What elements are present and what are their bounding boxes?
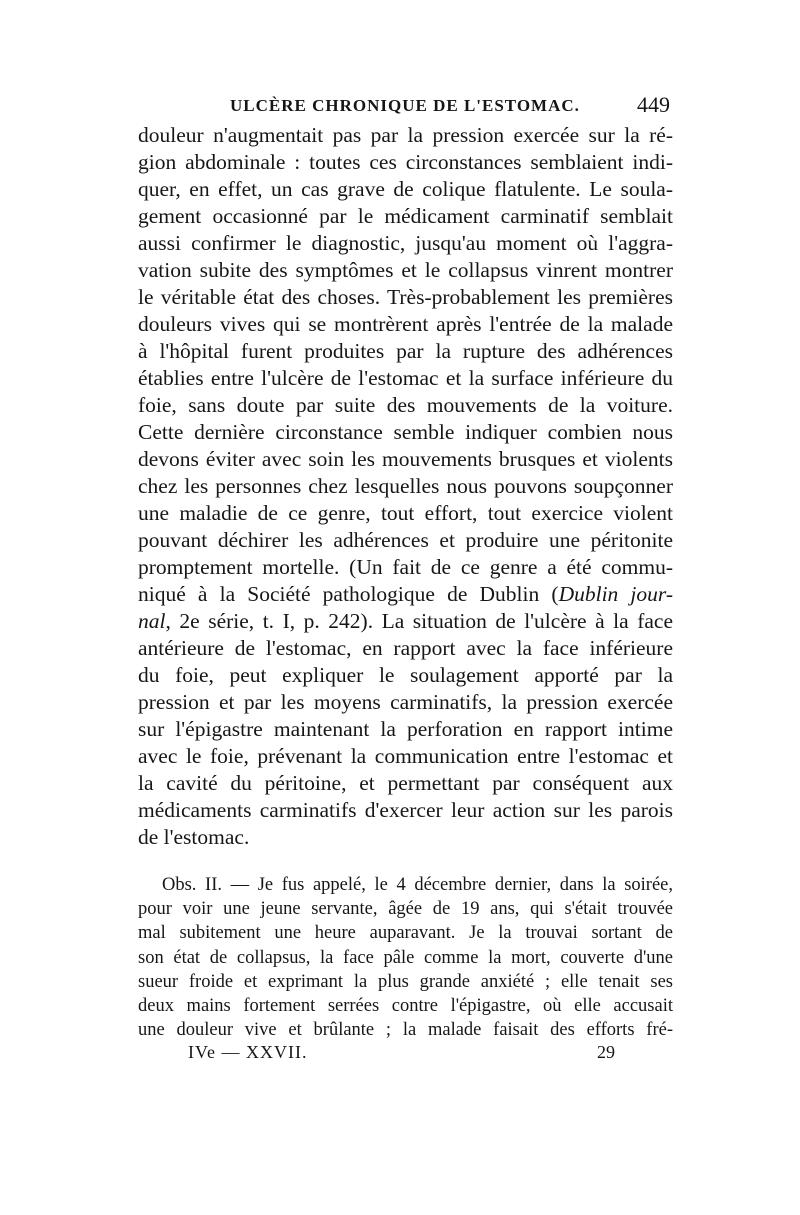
text-line: Cette dernière circonstance semble indiquer combien nous	[138, 420, 673, 444]
observation-line: deux mains fortement serrées contre l'épigastre, où elle accusait	[138, 995, 673, 1016]
observation-line: pour voir une jeune servante, âgée de 19 ans, qui s'était trouvée	[138, 899, 673, 920]
text-line-with-citation	[138, 581, 673, 608]
text-line: antérieure de l'estomac, en rapport avec la face inférieure	[138, 636, 673, 660]
text-line: la cavité du péritoine, et permettant par conséquent aux	[138, 771, 673, 795]
page-footer	[160, 1042, 615, 1068]
text-line: pouvant déchirer les adhérences et produire une péritonite	[138, 528, 673, 552]
text-line: chez les personnes chez lesquelles nous pouvons soupçonner	[138, 474, 673, 498]
observation-line: sueur froide et exprimant la plus grande anxiété ; elle tenait ses	[138, 971, 673, 992]
text-line: médicaments carminatifs d'exercer leur action sur les parois	[138, 798, 673, 822]
text-line: foie, sans doute par suite des mouvements de la voiture.	[138, 393, 673, 417]
text-line: à l'hôpital furent produites par la rupture des adhérences	[138, 339, 673, 363]
text-line: douleurs vives qui se montrèrent après l'entrée de la malade	[138, 312, 673, 336]
text-line: gement occasionné par le médicament carminatif semblait	[138, 204, 673, 228]
text-line: quer, en effet, un cas grave de colique flatulente. Le soula-	[138, 177, 673, 201]
observation-label: Obs. II.	[162, 875, 222, 895]
text-line: une maladie de ce genre, tout effort, tout exercice violent	[138, 501, 673, 525]
text-line: le véritable état des choses. Très-probablement les premières	[138, 285, 673, 309]
text-line: promptement mortelle. (Un fait de ce genre a été commu-	[138, 555, 673, 579]
journal-title-italic: Dublin jour-	[558, 582, 673, 606]
text-line: établies entre l'ulcère de l'estomac et la surface inférieure du	[138, 366, 673, 390]
text-segment: , 2e série, t. I, p. 242). La situation de l'ulcère à la face	[165, 609, 673, 633]
journal-title-italic-end: nal	[138, 609, 166, 633]
text-line: devons éviter avec soin les mouvements brusques et violents	[138, 447, 673, 471]
text-line: sur l'épigastre maintenant la perforation en rapport intime	[138, 717, 673, 741]
text-line: vation subite des symptômes et le collapsus vinrent montrer	[138, 258, 673, 282]
text-line: douleur n'augmentait pas par la pression exercée sur la ré-	[138, 123, 673, 147]
signature-mark: IVe — XXVII.	[188, 1042, 308, 1062]
text-line: aussi confirmer le diagnostic, jusqu'au moment où l'aggra-	[138, 231, 673, 255]
text-line: de l'estomac.	[138, 825, 250, 849]
text-line: avec le foie, prévenant la communication entre l'estomac et	[138, 744, 673, 768]
text-line: pression et par les moyens carminatifs, la pression exercée	[138, 690, 673, 714]
text-segment: niqué à la Société pathologique de Dublin (	[138, 582, 559, 606]
text-line: du foie, peut expliquer le soulagement apporté par la	[138, 663, 673, 687]
text-line: gion abdominale : toutes ces circonstances semblaient indi-	[138, 150, 673, 174]
main-paragraph	[138, 122, 673, 851]
observation-line: une douleur vive et brûlante ; la malade faisait des efforts fré-	[138, 1020, 673, 1041]
running-head	[140, 92, 670, 120]
running-title: ULCÈRE CHRONIQUE DE L'ESTOMAC.	[230, 96, 580, 115]
observation-paragraph	[138, 873, 673, 1042]
observation-first-line	[138, 873, 673, 897]
signature-number: 29	[597, 1042, 615, 1062]
text-line-with-citation	[138, 608, 673, 635]
text-segment: — Je fus appelé, le 4 décembre dernier, dans la soirée,	[222, 875, 673, 895]
observation-line: mal subitement une heure auparavant. Je la trouvai sortant de	[138, 923, 673, 944]
page-number: 449	[637, 92, 670, 117]
observation-line: son état de collapsus, la face pâle comme la mort, couverte d'une	[138, 947, 673, 968]
